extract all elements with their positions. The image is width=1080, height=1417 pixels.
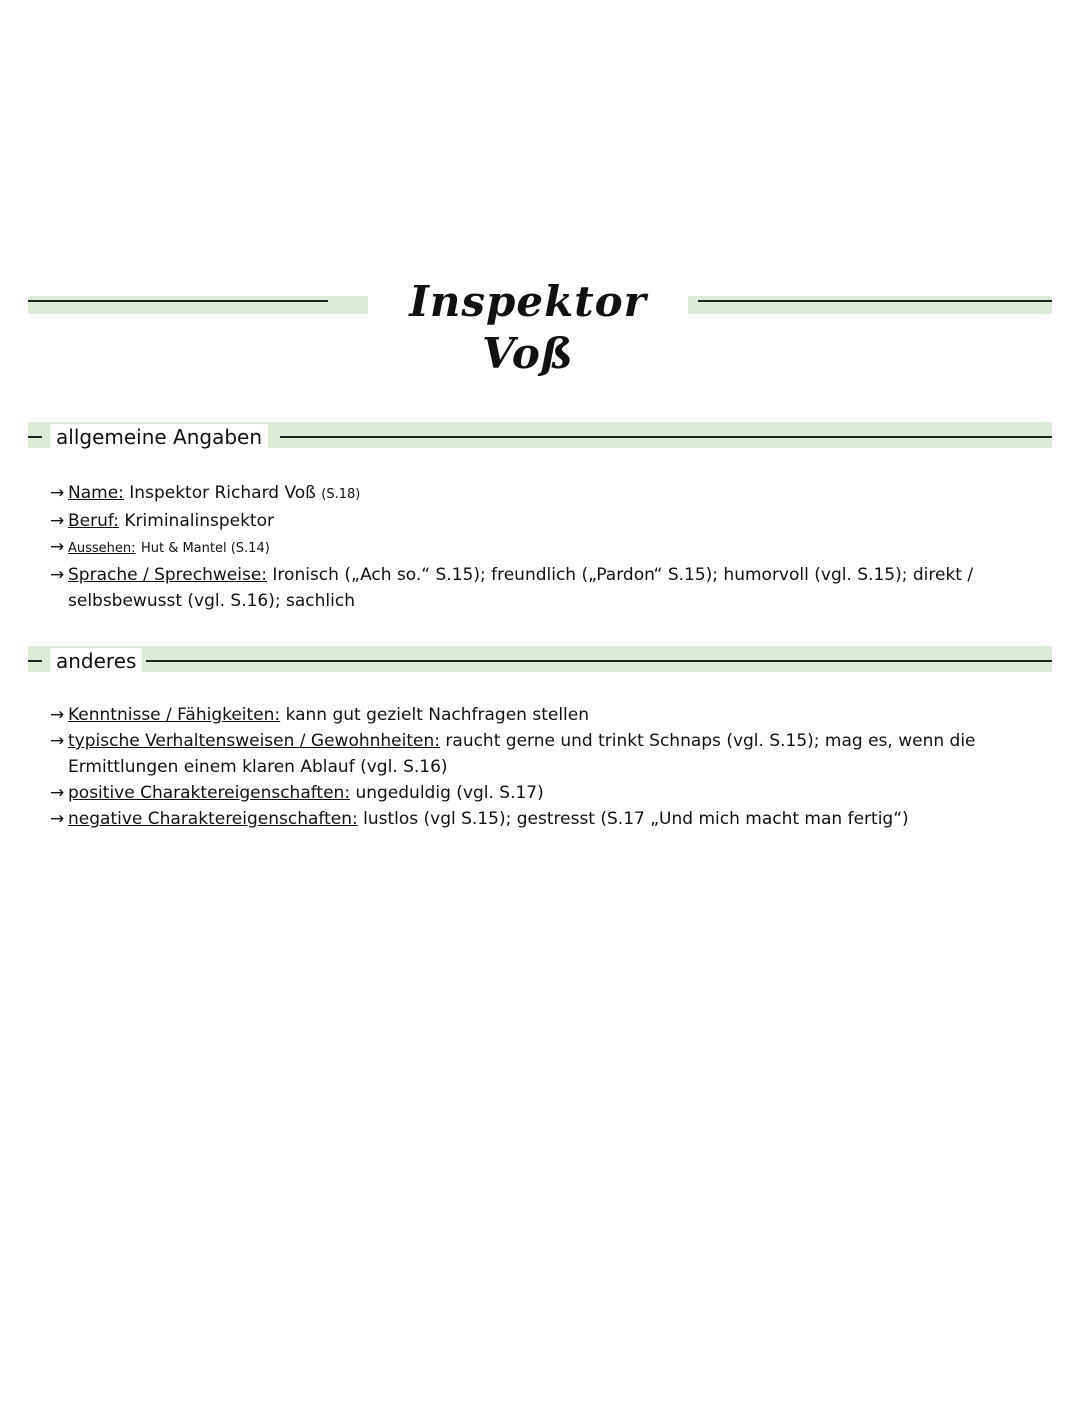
item-value: kann gut gezielt Nachfragen stellen xyxy=(285,705,589,725)
arrow-icon: → xyxy=(50,483,65,503)
section-dash xyxy=(28,660,42,662)
item-key: Name: xyxy=(68,483,124,503)
arrow-icon: → xyxy=(50,565,65,585)
item-value: Inspektor Richard Voß xyxy=(129,483,316,503)
arrow-icon: → xyxy=(50,511,65,531)
list-item-negative xyxy=(50,806,1040,832)
title-band xyxy=(28,276,1052,378)
item-key: Aussehen: xyxy=(68,541,136,556)
item-key: typische Verhaltensweisen / Gewohnheiten: xyxy=(68,731,440,751)
section-header-anderes xyxy=(28,646,1052,676)
item-continuation: selbsbewusst (vgl. S.16); sachlich xyxy=(68,591,355,611)
section-content-allgemeine-angaben xyxy=(50,480,1040,614)
item-key: Sprache / Sprechweise: xyxy=(68,565,268,585)
section-highlight xyxy=(28,646,1052,672)
section-rule xyxy=(280,436,1052,438)
item-note: (S.18) xyxy=(321,487,361,502)
list-item-beruf xyxy=(50,508,1040,534)
item-key: positive Charaktereigenschaften: xyxy=(68,783,351,803)
item-continuation: Ermittlungen einem klaren Ablauf (vgl. S.16) xyxy=(68,757,448,777)
section-content-anderes xyxy=(50,702,1040,832)
item-key: negative Charaktereigenschaften: xyxy=(68,809,358,829)
list-item-name xyxy=(50,480,1040,508)
item-value: raucht gerne und trinkt Schnaps (vgl. S.15); mag es, wenn die xyxy=(445,731,976,751)
list-item-aussehen xyxy=(50,534,1040,562)
item-key: Kenntnisse / Fähigkeiten: xyxy=(68,705,281,725)
item-value: ungeduldig (vgl. S.17) xyxy=(355,783,544,803)
item-key: Beruf: xyxy=(68,511,119,531)
list-item-positive xyxy=(50,780,1040,806)
arrow-icon: → xyxy=(50,731,65,751)
section-dash xyxy=(28,436,42,438)
item-value: Ironisch („Ach so.“ S.15); freundlich („Pardon“ S.15); humorvoll (vgl. S.15); direkt / xyxy=(272,565,974,585)
arrow-icon: → xyxy=(50,783,65,803)
section-header-allgemeine-angaben xyxy=(28,422,1052,452)
section-rule xyxy=(146,660,1052,662)
list-item-verhaltensweisen xyxy=(50,728,1040,754)
title-rule-right xyxy=(698,300,1052,302)
title-rule-left xyxy=(28,300,328,302)
list-item-kenntnisse xyxy=(50,702,1040,728)
item-value: Kriminalinspektor xyxy=(124,511,274,531)
arrow-icon: → xyxy=(50,705,65,725)
page-title: Inspektor Voß xyxy=(368,276,688,328)
section-heading: allgemeine Angaben xyxy=(50,424,268,450)
arrow-icon: → xyxy=(50,537,65,557)
item-value: lustlos (vgl S.15); gestresst (S.17 „Und mich macht man fertig“) xyxy=(363,809,909,829)
arrow-icon: → xyxy=(50,809,65,829)
section-heading: anderes xyxy=(50,648,142,674)
list-item-sprache xyxy=(50,562,1040,588)
item-value: Hut & Mantel (S.14) xyxy=(140,541,270,556)
